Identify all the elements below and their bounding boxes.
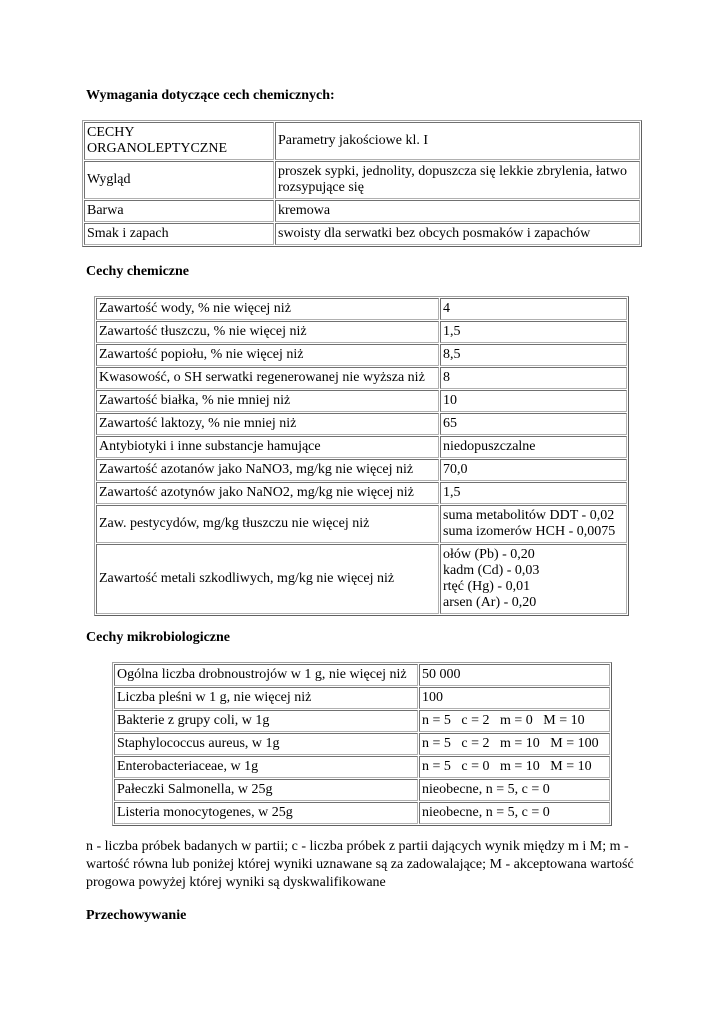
property-cell: Zaw. pestycydów, mg/kg tłuszczu nie więcej niż [96, 505, 439, 543]
property-cell: Bakterie z grupy coli, w 1g [114, 710, 418, 732]
value-cell: 8,5 [440, 344, 627, 366]
property-cell: Pałeczki Salmonella, w 25g [114, 779, 418, 801]
value-cell: 65 [440, 413, 627, 435]
value-cell: n = 5 c = 0 m = 10 M = 10 [419, 756, 610, 778]
property-cell: Zawartość metali szkodliwych, mg/kg nie więcej niż [96, 544, 439, 614]
table-row [96, 459, 627, 481]
table-row [84, 200, 640, 222]
table-row [114, 779, 610, 801]
table-row [114, 664, 610, 686]
table-header-row [84, 122, 640, 160]
property-cell: Enterobacteriaceae, w 1g [114, 756, 418, 778]
value-cell: n = 5 c = 2 m = 10 M = 100 [419, 733, 610, 755]
table-row [96, 390, 627, 412]
property-cell: Smak i zapach [84, 223, 274, 245]
value-cell: 10 [440, 390, 627, 412]
table-row [96, 367, 627, 389]
table-row [96, 298, 627, 320]
table-row [96, 544, 627, 614]
value-cell: swoisty dla serwatki bez obcych posmaków i zapachów [275, 223, 640, 245]
property-cell: Wygląd [84, 161, 274, 199]
table-row [96, 505, 627, 543]
table-row [114, 687, 610, 709]
table-row [114, 733, 610, 755]
table-row [84, 223, 640, 245]
property-cell: Listeria monocytogenes, w 25g [114, 802, 418, 824]
property-cell: Zawartość laktozy, % nie mniej niż [96, 413, 439, 435]
section-title-chemical-requirements: Wymagania dotyczące cech chemicznych: [86, 88, 335, 103]
section-title-microbiological: Cechy mikrobiologiczne [86, 630, 231, 645]
value-cell: niedopuszczalne [440, 436, 627, 458]
header-cell: Parametry jakościowe kl. I [275, 122, 640, 160]
table-row [114, 802, 610, 824]
header-cell: CECHY ORGANOLEPTYCZNE [84, 122, 274, 160]
value-cell: 1,5 [440, 321, 627, 343]
property-cell: Ogólna liczba drobnoustrojów w 1 g, nie więcej niż [114, 664, 418, 686]
property-cell: Barwa [84, 200, 274, 222]
table-row [96, 344, 627, 366]
property-cell: Zawartość białka, % nie mniej niż [96, 390, 439, 412]
value-cell: nieobecne, n = 5, c = 0 [419, 779, 610, 801]
value-cell: suma metabolitów DDT - 0,02 suma izomerów HCH - 0,0075 [440, 505, 627, 543]
property-cell: Zawartość tłuszczu, % nie więcej niż [96, 321, 439, 343]
table-row [114, 756, 610, 778]
table-row [84, 161, 640, 199]
property-cell: Zawartość wody, % nie więcej niż [96, 298, 439, 320]
value-cell: proszek sypki, jednolity, dopuszcza się lekkie zbrylenia, łatwo rozsypujące się [275, 161, 640, 199]
value-cell: 8 [440, 367, 627, 389]
property-cell: Liczba pleśni w 1 g, nie więcej niż [114, 687, 418, 709]
table-row [96, 482, 627, 504]
table-row [96, 321, 627, 343]
table-row [114, 710, 610, 732]
organoleptic-table [82, 120, 642, 247]
value-cell: 100 [419, 687, 610, 709]
microbiological-table [112, 662, 612, 826]
property-cell: Zawartość popiołu, % nie więcej niż [96, 344, 439, 366]
property-cell: Kwasowość, o SH serwatki regenerowanej nie wyższa niż [96, 367, 439, 389]
value-cell: 4 [440, 298, 627, 320]
chemical-table [94, 296, 629, 616]
sampling-legend-note: n - liczba próbek badanych w partii; c - liczba próbek z partii dających wynik między m i M; m - wartość równa lub poniżej której wyniki uznawane są za zadowalające; M - akceptowana wartość progowa powyżej której wyniki są dyskwalifikowane [86, 839, 634, 890]
section-title-storage: Przechowywanie [86, 908, 187, 923]
property-cell: Zawartość azotynów jako NaNO2, mg/kg nie więcej niż [96, 482, 439, 504]
value-cell: ołów (Pb) - 0,20 kadm (Cd) - 0,03 rtęć (Hg) - 0,01 arsen (Ar) - 0,20 [440, 544, 627, 614]
property-cell: Zawartość azotanów jako NaNO3, mg/kg nie więcej niż [96, 459, 439, 481]
property-cell: Staphylococcus aureus, w 1g [114, 733, 418, 755]
value-cell: n = 5 c = 2 m = 0 M = 10 [419, 710, 610, 732]
value-cell: 70,0 [440, 459, 627, 481]
section-title-chemical-features: Cechy chemiczne [86, 264, 190, 279]
table-row [96, 413, 627, 435]
value-cell: 1,5 [440, 482, 627, 504]
property-cell: Antybiotyki i inne substancje hamujące [96, 436, 439, 458]
value-cell: 50 000 [419, 664, 610, 686]
table-row [96, 436, 627, 458]
value-cell: kremowa [275, 200, 640, 222]
value-cell: nieobecne, n = 5, c = 0 [419, 802, 610, 824]
